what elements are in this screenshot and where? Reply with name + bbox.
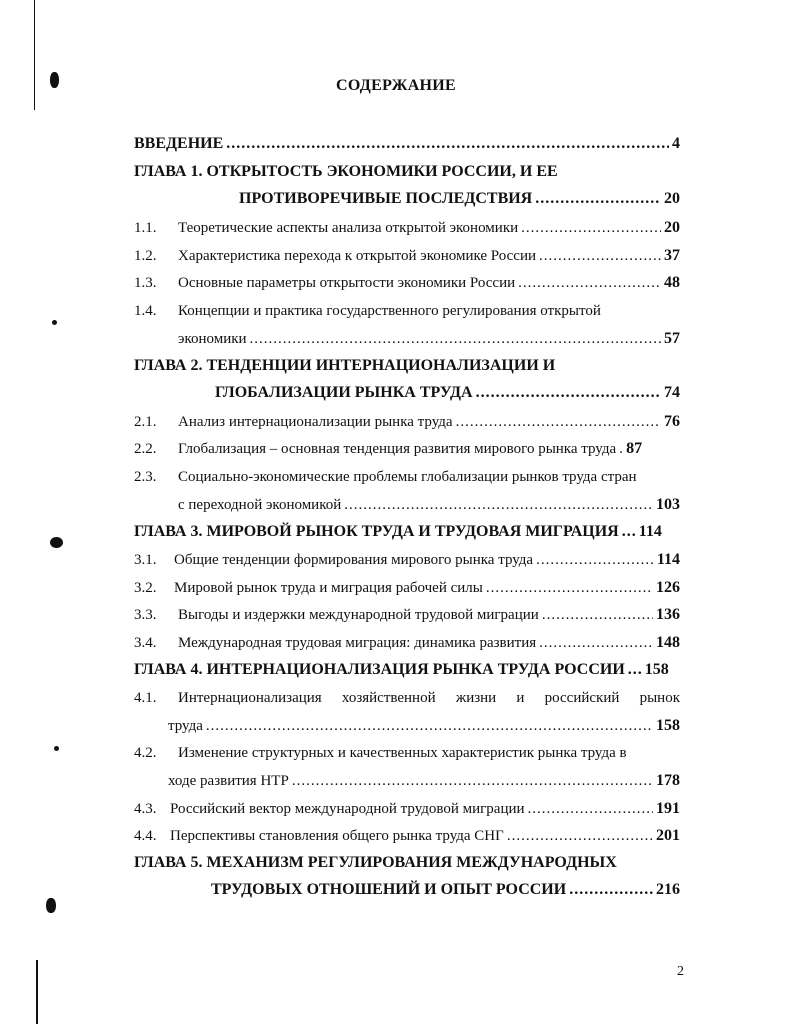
toc-section-4-2-line1[interactable]: Изменение структурных и качественных характеристик рынка труда в [178,745,627,761]
toc-entry-page: 201 [656,827,680,844]
toc-section-3-1[interactable] [174,550,680,570]
dot-leader [518,273,661,293]
toc-entry-page: 103 [656,496,680,513]
section-number: 2.1. [134,414,157,430]
toc-entry-title: Общие тенденции формирования мирового рынка труда [174,552,534,568]
dot-leader [536,550,654,570]
dot-leader [456,412,661,432]
toc-chapter-4[interactable] [134,660,680,680]
toc-section-2-2[interactable] [178,439,680,459]
section-number: 4.4. [134,828,157,844]
section-number: 2.3. [134,469,157,485]
toc-entry-page: 114 [638,523,662,540]
dot-leader [521,218,661,238]
toc-entry-page: 57 [664,330,680,347]
toc-entry-page: 4 [672,135,680,152]
toc-entry-title: ПРОТИВОРЕЧИВЫЕ ПОСЛЕДСТВИЯ [239,190,533,207]
toc-chapter-1-line1[interactable]: ГЛАВА 1. ОТКРЫТОСТЬ ЭКОНОМИКИ РОССИИ, И ЕЕ [134,163,558,180]
toc-entry-page: 216 [656,881,680,898]
toc-entry-page: 20 [664,219,680,236]
section-number: 3.4. [134,635,157,651]
toc-entry-page: 37 [664,247,680,264]
section-number: 4.1. [134,690,157,706]
toc-section-4-2[interactable] [168,771,680,791]
dot-leader [569,880,653,900]
toc-section-4-3[interactable] [170,799,680,819]
toc-entry-title: Анализ интернационализации рынка труда [178,414,453,430]
dot-leader [539,246,661,266]
scan-dot [52,320,57,325]
toc-section-1-2[interactable] [178,246,680,266]
toc-entry-title: Международная трудовая миграция: динамика развития [178,635,537,651]
dot-leader [476,383,661,403]
toc-entry-title: ГЛАВА 3. МИРОВОЙ РЫНОК ТРУДА И ТРУДОВАЯ МИГРАЦИЯ [134,523,619,540]
toc-section-2-3[interactable] [178,495,680,515]
toc-section-4-4[interactable] [170,826,680,846]
toc-entry-title: с переходной экономикой [178,497,342,513]
toc-chapter-1[interactable] [239,189,680,209]
section-number: 2.2. [134,441,157,457]
toc-entry-title: Характеристика перехода к открытой экономике России [178,248,537,264]
toc-entry-title: Мировой рынок труда и миграция рабочей силы [174,580,483,596]
section-number: 3.3. [134,607,157,623]
dot-leader [292,771,653,791]
section-number: 4.3. [134,801,157,817]
toc-entry-title: Российский вектор международной трудовой миграции [170,801,525,817]
scan-blot [46,898,56,913]
toc-section-1-4[interactable] [178,329,680,349]
toc-entry-title: Основные параметры открытости экономики России [178,275,516,291]
toc-section-2-1[interactable] [178,412,680,432]
dot-leader [250,329,661,349]
section-number: 3.2. [134,580,157,596]
toc-section-4-1-line1[interactable]: Интернационализация хозяйственной жизни и российский рынок [178,690,680,706]
toc-section-3-2[interactable] [174,578,680,598]
dot-leader [619,439,623,459]
dot-leader [542,605,653,625]
section-number: 1.2. [134,248,157,264]
dot-leader [344,495,653,515]
scan-edge-line [36,960,38,1024]
section-number: 1.4. [134,303,157,319]
toc-entry-title: Теоретические аспекты анализа открытой экономики [178,220,519,236]
toc-entry-page: 136 [656,606,680,623]
section-number: 1.3. [134,275,157,291]
section-number: 3.1. [134,552,157,568]
toc-entry-page: 114 [656,551,680,568]
toc-entry-page: 74 [664,384,680,401]
dot-leader [539,633,653,653]
toc-entry-title: ГЛОБАЛИЗАЦИИ РЫНКА ТРУДА [215,384,473,401]
dot-leader [507,826,653,846]
toc-section-1-3[interactable] [178,273,680,293]
toc-section-1-4-line1[interactable]: Концепции и практика государственного регулирования открытой [178,303,601,319]
toc-entry-title: ГЛАВА 4. ИНТЕРНАЦИОНАЛИЗАЦИЯ РЫНКА ТРУДА РОССИИ [134,661,625,678]
toc-section-1-1[interactable] [178,218,680,238]
toc-entry-page: 158 [656,717,680,734]
toc-section-4-1[interactable] [168,716,680,736]
toc-entry-title: ТРУДОВЫХ ОТНОШЕНИЙ И ОПЫТ РОССИИ [211,881,567,898]
scan-blot [50,537,63,548]
dot-leader [528,799,653,819]
section-number: 1.1. [134,220,157,236]
toc-section-3-3[interactable] [178,605,680,625]
dot-leader [535,189,661,209]
toc-entry-title: Глобализация – основная тенденция развития мирового рынка труда [178,441,617,457]
toc-entry-title: экономики [178,331,247,347]
page-number: 2 [677,964,684,979]
toc-entry-page: 178 [656,772,680,789]
dot-leader [226,134,669,154]
page-title: СОДЕРЖАНИЕ [335,77,457,94]
scan-dot [54,746,59,751]
dot-leader [486,578,653,598]
toc-chapter-5[interactable] [211,880,680,900]
toc-chapter-3[interactable] [134,522,680,542]
toc-chapter-2-line1[interactable]: ГЛАВА 2. ТЕНДЕНЦИИ ИНТЕРНАЦИОНАЛИЗАЦИИ И [134,357,556,374]
toc-chapter-2[interactable] [215,383,680,403]
dot-leader [628,660,642,680]
toc-entry-page: 48 [664,274,680,291]
toc-entry-intro[interactable] [134,134,680,154]
toc-entry-page: 191 [656,800,680,817]
toc-entry-page: 87 [626,440,643,457]
toc-entry-page: 158 [644,661,669,678]
dot-leader [622,522,636,542]
toc-entry-title: труда [168,718,203,734]
toc-entry-title: ВВЕДЕНИЕ [134,135,224,152]
toc-section-2-3-line1[interactable]: Социально-экономические проблемы глобализации рынков труда стран [178,469,637,485]
section-number: 4.2. [134,745,157,761]
dot-leader [206,716,653,736]
toc-entry-title: ходе развития НТР [168,773,289,789]
toc-entry-page: 20 [664,190,680,207]
toc-entry-page: 76 [664,413,680,430]
toc-entry-title: Выгоды и издержки международной трудовой миграции [178,607,539,623]
toc-entry-title: Перспективы становления общего рынка труда СНГ [170,828,504,844]
toc-section-3-4[interactable] [178,633,680,653]
toc-entry-page: 148 [656,634,680,651]
toc-chapter-5-line1[interactable]: ГЛАВА 5. МЕХАНИЗМ РЕГУЛИРОВАНИЯ МЕЖДУНАРОДНЫХ [134,854,617,871]
toc-entry-page: 126 [656,579,680,596]
